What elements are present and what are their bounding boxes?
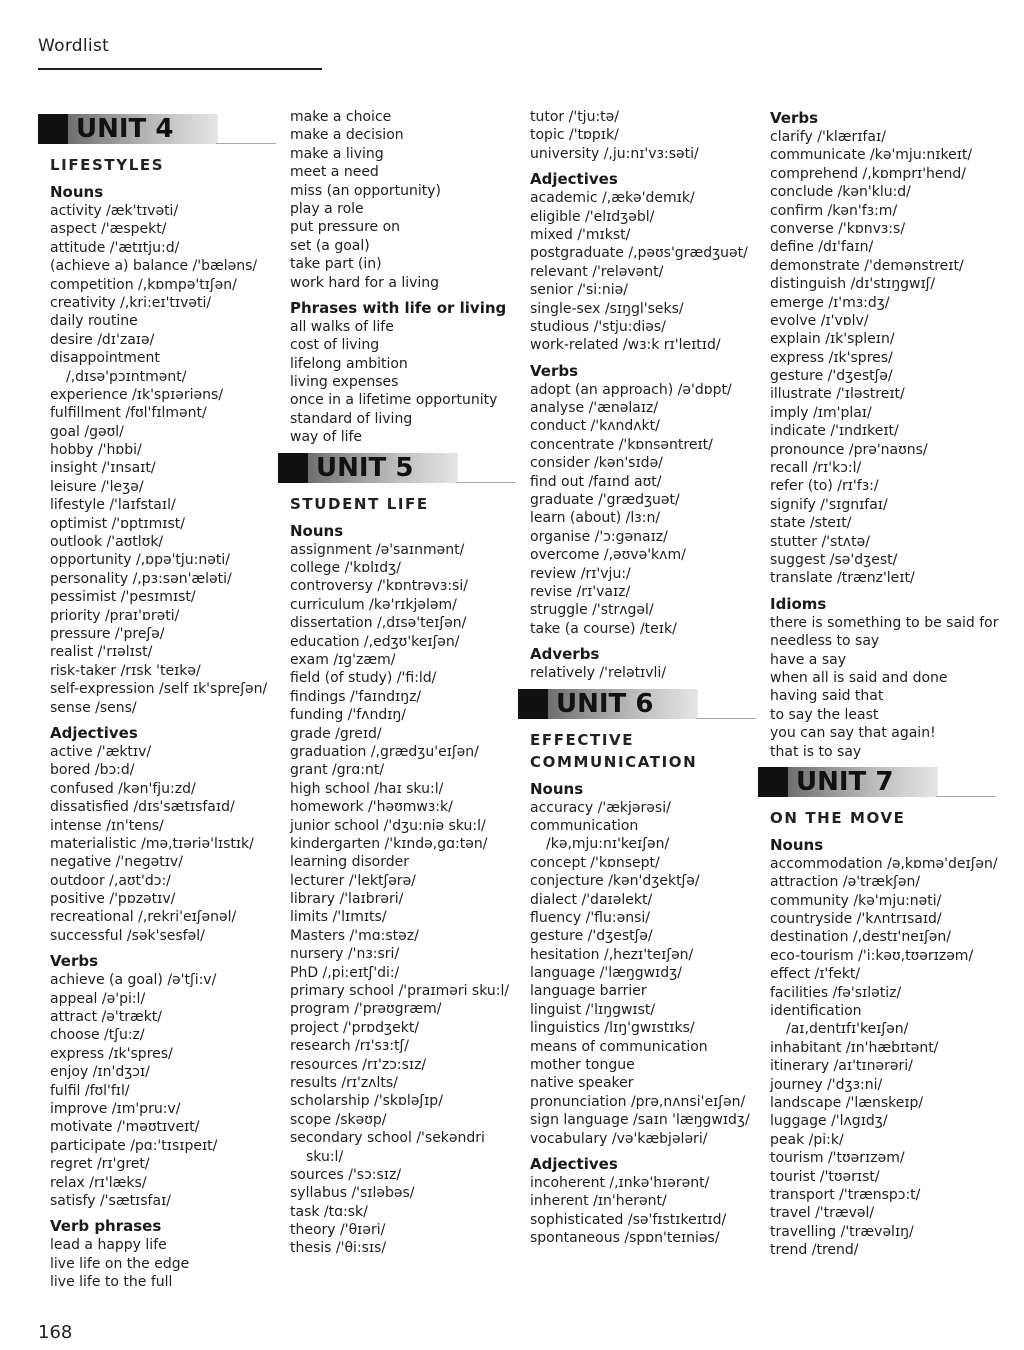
word-entry: relevant /'reləvənt/ <box>530 263 664 280</box>
word-entry: all walks of life <box>290 318 394 335</box>
word-entry: field (of study) /'fi:ld/ <box>290 670 437 687</box>
word-entry: itinerary /aɪ'tɪnərəri/ <box>770 1058 913 1075</box>
word-entry: struggle /'strʌgəl/ <box>530 602 654 619</box>
word-entry: kindergarten /'kɪndə,gɑ:tən/ <box>290 835 488 852</box>
word-entry: eligible /'elɪdʒəbl/ <box>530 208 655 225</box>
word-entry: countryside /'kʌntrɪsaɪd/ <box>770 911 942 928</box>
word-entry: daily routine <box>50 313 138 330</box>
section-heading: Adjectives <box>50 723 138 742</box>
word-entry: pronunciation /prə,nʌnsi'eɪʃən/ <box>530 1093 746 1110</box>
word-entry: tutor /'tju:tə/ <box>530 109 619 125</box>
word-entry: resources /rɪ'zɔ:sɪz/ <box>290 1056 427 1073</box>
word-entry: sign language /saɪn 'læŋgwɪdʒ/ <box>530 1112 750 1129</box>
word-entry: syllabus /'sɪləbəs/ <box>290 1185 415 1202</box>
unit-banner-rule <box>456 482 516 483</box>
column-2 <box>290 108 515 1258</box>
word-entry: make a decision <box>290 127 404 144</box>
word-entry: goal /gəʊl/ <box>50 423 124 440</box>
word-entry: inherent /ɪn'herənt/ <box>530 1193 667 1210</box>
word-entry: stutter /'stʌtə/ <box>770 533 870 550</box>
word-entry: fulfillment /fʊl'fɪlmənt/ <box>50 405 207 422</box>
word-entry: pessimist /'pesɪmɪst/ <box>50 589 196 606</box>
word-entry: topic /'tɒpɪk/ <box>530 127 619 144</box>
word-entry: native speaker <box>530 1075 634 1092</box>
unit-banner <box>758 765 1005 799</box>
word-entry: vocabulary /və'kæbjələri/ <box>530 1130 708 1147</box>
word-entry: outlook /'aʊtlʊk/ <box>50 534 164 551</box>
word-entry: primary school /'praɪməri sku:l/ <box>290 983 510 1000</box>
word-entry: meet a need <box>290 164 379 181</box>
word-entry: explain /ɪk'spleɪn/ <box>770 331 895 348</box>
word-entry: realist /'rɪəlɪst/ <box>50 644 153 661</box>
word-entry: optimist /'ɒptɪmɪst/ <box>50 515 185 532</box>
word-entry: comprehend /,kɒmprɪ'hend/ <box>770 165 966 182</box>
unit-banner-rule <box>696 718 756 719</box>
word-entry: there is something to be said for <box>770 614 999 631</box>
word-entry: have a say <box>770 651 846 668</box>
word-entry: journey /'dʒɜ:ni/ <box>770 1076 883 1093</box>
word-entry: scholarship /'skɒləʃɪp/ <box>290 1093 443 1110</box>
word-entry: outdoor /,aʊt'dɔ:/ <box>50 872 171 889</box>
word-entry: tourism /'tʊərɪzəm/ <box>770 1150 905 1167</box>
word-entry: find out /faɪnd aʊt/ <box>530 473 662 490</box>
unit-title: UNIT 4 <box>76 114 174 144</box>
word-entry: overcome /,əʊvə'kʌm/ <box>530 547 686 564</box>
word-entry: appeal /ə'pi:l/ <box>50 990 146 1007</box>
word-entry: live life to the full <box>50 1274 173 1291</box>
word-entry: sophisticated /sə'fɪstɪkeɪtɪd/ <box>530 1211 727 1228</box>
word-entry: imply /ɪm'plaɪ/ <box>770 404 872 421</box>
word-entry: leisure /'leʒə/ <box>50 478 144 495</box>
word-entry: hobby /'hɒbi/ <box>50 442 142 459</box>
word-entry: linguist /'lɪŋgwɪst/ <box>530 1001 656 1018</box>
word-entry: demonstrate /'demənstreɪt/ <box>770 257 964 274</box>
word-entry: take (a course) /teɪk/ <box>530 620 677 637</box>
word-entry: confirm /kən'fɜ:m/ <box>770 202 898 219</box>
word-entry: activity /æk'tɪvəti/ <box>50 203 179 219</box>
word-entry: active /'æktɪv/ <box>50 743 152 760</box>
word-entry: fluency /'flu:ənsi/ <box>530 909 650 926</box>
word-entry: negative /'negətɪv/ <box>50 854 183 871</box>
word-entry: work hard for a living <box>290 274 440 291</box>
word-entry: community /kə'mju:nəti/ <box>770 892 942 909</box>
word-entry: achieve (a goal) /ə'tʃi:v/ <box>50 972 217 989</box>
word-entry: findings /'faɪndɪŋz/ <box>290 688 422 705</box>
unit-theme-title: ON THE MOVE <box>770 808 906 827</box>
section-heading: Adverbs <box>530 645 600 664</box>
word-entry: academic /,ækə'demɪk/ <box>530 190 695 207</box>
word-entry: sense /sens/ <box>50 699 137 716</box>
word-entry: cost of living <box>290 337 380 354</box>
word-entry: means of communication <box>530 1038 708 1055</box>
word-entry: revise /rɪ'vaɪz/ <box>530 583 631 600</box>
word-entry: gesture /'dʒestʃə/ <box>530 928 653 945</box>
column-4 <box>770 108 1005 1259</box>
word-entry: lecturer /'lektʃərə/ <box>290 872 416 889</box>
word-entry: conclude /kən'klu:d/ <box>770 184 911 201</box>
word-entry: insight /'ɪnsaɪt/ <box>50 460 156 477</box>
word-entry: destination /,destɪ'neɪʃən/ <box>770 929 951 946</box>
word-entry: mother tongue <box>530 1057 635 1074</box>
word-entry: refer (to) /rɪ'fɜ:/ <box>770 478 879 495</box>
word-entry: opportunity /,ɒpə'tju:nəti/ <box>50 552 230 569</box>
word-entry: organise /'ɔ:gənaɪz/ <box>530 528 668 545</box>
word-entry: secondary school /'sekəndri <box>290 1130 485 1147</box>
word-entry: grade /greɪd/ <box>290 725 382 742</box>
word-entry: exam /ɪg'zæm/ <box>290 651 396 668</box>
word-entry: define /dɪ'faɪn/ <box>770 239 874 256</box>
word-entry: graduate /'grædʒuət/ <box>530 492 680 509</box>
word-entry: emerge /ɪ'mɜ:dʒ/ <box>770 294 890 311</box>
word-entry: linguistics /lɪŋ'gwɪstɪks/ <box>530 1020 695 1037</box>
word-entry: high school /haɪ sku:l/ <box>290 780 444 797</box>
word-entry: disappointment <box>50 350 160 367</box>
word-entry: accuracy /'ækjərəsi/ <box>530 799 671 816</box>
word-entry: accommodation /ə,kɒmə'deɪʃən/ <box>770 855 998 872</box>
word-entry: spontaneous /spɒn'teɪniəs/ <box>530 1230 720 1247</box>
word-entry: signify /'sɪgnɪfaɪ/ <box>770 496 888 513</box>
unit-theme-title: EFFECTIVE COMMUNICATION <box>530 730 698 771</box>
word-entry: language barrier <box>530 983 647 1000</box>
column-3 <box>530 108 755 1248</box>
word-entry: you can say that again! <box>770 725 936 742</box>
word-entry: senior /'si:niə/ <box>530 282 628 299</box>
word-entry: distinguish /dɪ'stɪŋgwɪʃ/ <box>770 276 936 293</box>
word-entry: attract /ə'trækt/ <box>50 1009 163 1026</box>
section-heading: Nouns <box>530 779 584 798</box>
word-entry-continuation: /aɪ,dentɪfɪ'keɪʃən/ <box>786 1021 909 1038</box>
unit-title: UNIT 7 <box>796 766 894 797</box>
word-entry: creativity /,kri:eɪ'tɪvəti/ <box>50 294 212 311</box>
word-entry: funding /'fʌndɪŋ/ <box>290 707 406 724</box>
word-entry: needless to say <box>770 633 880 650</box>
word-entry: self-expression /self ɪk'spreʃən/ <box>50 681 268 698</box>
word-entry: dissertation /,dɪsə'teɪʃən/ <box>290 615 467 632</box>
word-entry: university /,ju:nɪ'vɜ:səti/ <box>530 145 699 162</box>
unit-theme-title: STUDENT LIFE <box>290 494 429 513</box>
word-entry-continuation: /kə,mju:nɪ'keɪʃən/ <box>546 836 670 853</box>
word-entry: relatively /'relətɪvli/ <box>530 665 667 682</box>
word-entry: studious /'stju:diəs/ <box>530 318 666 335</box>
word-entry: materialistic /mə,tɪəriə'lɪstɪk/ <box>50 835 254 852</box>
unit-title: UNIT 5 <box>316 452 414 483</box>
page-title: Wordlist <box>38 36 110 56</box>
section-heading: Verbs <box>50 952 99 971</box>
unit-theme-title: LIFESTYLES <box>50 156 165 174</box>
word-entry: concept /'kɒnsept/ <box>530 854 660 871</box>
unit-marker-square <box>758 767 788 797</box>
word-entry: effect /ɪ'fekt/ <box>770 966 861 983</box>
unit-banner <box>278 451 515 485</box>
word-entry: college /'kɒlɪdʒ/ <box>290 560 401 577</box>
word-entry: that is to say <box>770 743 862 760</box>
section-heading: Nouns <box>290 521 344 540</box>
word-entry: PhD /,pi:eɪtʃ'di:/ <box>290 964 400 981</box>
word-entry: assignment /ə'saɪnmənt/ <box>290 541 465 558</box>
word-entry: review /rɪ'vju:/ <box>530 565 631 582</box>
word-entry: pronounce /prə'naʊns/ <box>770 441 928 458</box>
word-entry: live life on the edge <box>50 1255 190 1272</box>
word-entry: improve /ɪm'pru:v/ <box>50 1100 181 1117</box>
word-entry: satisfy /'sætɪsfaɪ/ <box>50 1192 171 1209</box>
word-entry: landscape /'lænskeɪp/ <box>770 1094 924 1111</box>
word-entry: successful /sək'sesfəl/ <box>50 927 205 944</box>
word-entry: tourist /'tʊərɪst/ <box>770 1168 880 1185</box>
word-entry: miss (an opportunity) <box>290 182 441 199</box>
word-entry: translate /trænz'leɪt/ <box>770 570 915 587</box>
word-entry: library /'laɪbrəri/ <box>290 891 404 908</box>
word-entry: conjecture /kən'dʒektʃə/ <box>530 873 700 890</box>
word-entry: trend /trend/ <box>770 1242 859 1259</box>
word-entry: to say the least <box>770 706 879 723</box>
word-entry: positive /'pɒzətɪv/ <box>50 891 176 908</box>
word-entry: limits /'lɪmɪts/ <box>290 909 387 926</box>
word-entry: relax /rɪ'læks/ <box>50 1174 147 1191</box>
word-entry: learning disorder <box>290 854 409 871</box>
word-entry: enjoy /ɪn'dʒɔɪ/ <box>50 1064 150 1081</box>
word-entry: competition /,kɒmpə'tɪʃən/ <box>50 276 237 293</box>
word-entry: state /steɪt/ <box>770 515 852 532</box>
word-entry: personality /,pɜ:sən'æləti/ <box>50 570 232 587</box>
word-entry-continuation: sku:l/ <box>306 1148 344 1165</box>
word-entry: sources /'sɔ:sɪz/ <box>290 1166 402 1183</box>
word-entry: facilities /fə'sɪlətiz/ <box>770 984 902 1001</box>
word-entry: intense /ɪn'tens/ <box>50 817 164 834</box>
word-entry: living expenses <box>290 374 399 391</box>
unit-marker-square <box>278 453 308 483</box>
word-entry: put pressure on <box>290 219 401 236</box>
word-entry: postgraduate /,pəʊs'grædʒuət/ <box>530 245 748 262</box>
word-entry: communicate /kə'mju:nɪkeɪt/ <box>770 147 973 164</box>
unit-banner-rule <box>936 796 996 797</box>
word-entry: inhabitant /ɪn'hæbɪtənt/ <box>770 1039 939 1056</box>
word-entry: evolve /ɪ'vɒlv/ <box>770 312 869 329</box>
word-entry: theory /'θɪəri/ <box>290 1222 386 1239</box>
word-entry: priority /praɪ'ɒrəti/ <box>50 607 180 624</box>
section-heading: Verbs <box>530 361 579 380</box>
unit-marker-square <box>518 689 548 719</box>
word-entry: task /tɑ:sk/ <box>290 1203 368 1220</box>
word-entry: risk-taker /rɪsk 'teɪkə/ <box>50 662 201 679</box>
word-entry: having said that <box>770 688 884 705</box>
unit-banner <box>518 687 755 721</box>
word-entry: make a living <box>290 145 384 162</box>
word-entry: standard of living <box>290 410 413 427</box>
word-entry: recall /rɪ'kɔ:l/ <box>770 460 862 477</box>
word-entry: aspect /'æspekt/ <box>50 221 167 238</box>
word-entry: travelling /'trævəlɪŋ/ <box>770 1223 914 1240</box>
word-entry: motivate /'məʊtɪveɪt/ <box>50 1119 200 1136</box>
unit-title: UNIT 6 <box>556 688 654 719</box>
word-entry: language /'læŋgwɪdʒ/ <box>530 965 682 982</box>
word-entry: communication <box>530 817 639 834</box>
word-entry: junior school /'dʒu:niə sku:l/ <box>290 817 486 834</box>
word-entry: attraction /ə'trækʃən/ <box>770 874 921 891</box>
word-entry: make a choice <box>290 109 392 125</box>
word-entry: adopt (an approach) /ə'dɒpt/ <box>530 381 732 398</box>
section-heading: Adjectives <box>530 1154 618 1173</box>
word-entry: recreational /,rekri'eɪʃənəl/ <box>50 909 237 926</box>
word-entry: take part (in) <box>290 256 382 273</box>
word-entry: (achieve a) balance /'bæləns/ <box>50 258 258 275</box>
word-entry: education /,edʒʊ'keɪʃən/ <box>290 633 460 650</box>
word-entry: dissatisfied /dɪs'sætɪsfaɪd/ <box>50 799 235 816</box>
word-entry: gesture /'dʒestʃə/ <box>770 368 893 385</box>
word-entry: confused /kən'fju:zd/ <box>50 780 196 797</box>
word-entry: eco-tourism /'i:kəʊ,tʊərɪzəm/ <box>770 947 974 964</box>
word-entry: project /'prɒdʒekt/ <box>290 1019 420 1036</box>
word-entry: converse /'kɒnvɜ:s/ <box>770 220 906 237</box>
section-heading: Adjectives <box>530 170 618 189</box>
section-heading: Idioms <box>770 594 827 613</box>
word-entry: play a role <box>290 200 364 217</box>
word-entry: fulfil /fʊl'fɪl/ <box>50 1082 130 1099</box>
word-entry: indicate /'ɪndɪkeɪt/ <box>770 423 899 440</box>
word-entry: pressure /'preʃə/ <box>50 625 165 642</box>
word-entry: controversy /'kɒntrəvɜ:si/ <box>290 578 468 595</box>
word-entry: experience /ɪk'spɪəriəns/ <box>50 386 224 403</box>
word-entry: desire /dɪ'zaɪə/ <box>50 331 155 348</box>
word-entry: dialect /'daɪəlekt/ <box>530 891 653 908</box>
word-entry: scope /skəʊp/ <box>290 1111 387 1128</box>
word-entry: identification <box>770 1003 862 1020</box>
word-entry: incoherent /,ɪnkə'hɪərənt/ <box>530 1174 710 1191</box>
section-heading: Nouns <box>50 183 104 201</box>
unit-banner-rule <box>216 143 276 144</box>
word-entry: program /'prəʊgræm/ <box>290 1001 442 1018</box>
word-entry: concentrate /'kɒnsəntreɪt/ <box>530 436 713 453</box>
word-entry: lifestyle /'laɪfstaɪl/ <box>50 497 176 514</box>
word-entry: regret /rɪ'gret/ <box>50 1156 150 1173</box>
word-entry: mixed /'mɪkst/ <box>530 226 631 243</box>
section-heading: Nouns <box>770 835 824 854</box>
word-entry: results /rɪ'zʌlts/ <box>290 1074 398 1091</box>
unit-marker-square <box>38 114 68 144</box>
word-entry: once in a lifetime opportunity <box>290 392 498 409</box>
word-entry: grant /grɑ:nt/ <box>290 762 385 779</box>
word-entry: express /ɪk'spres/ <box>50 1045 173 1062</box>
word-entry: transport /'trænspɔ:t/ <box>770 1186 921 1203</box>
word-entry: way of life <box>290 429 363 446</box>
word-entry: hesitation /,hezɪ'teɪʃən/ <box>530 946 694 963</box>
word-entry: graduation /,grædʒu'eɪʃən/ <box>290 743 479 760</box>
word-entry: suggest /sə'dʒest/ <box>770 551 898 568</box>
word-entry: illustrate /'ɪləstreɪt/ <box>770 386 905 403</box>
word-entry: lead a happy life <box>50 1237 167 1254</box>
word-entry: attitude /'ætɪtju:d/ <box>50 239 180 256</box>
word-entry: bored /bɔ:d/ <box>50 762 135 779</box>
word-entry: learn (about) /lɜ:n/ <box>530 510 661 527</box>
word-entry: Masters /'mɑ:stəz/ <box>290 927 419 944</box>
word-entry: set (a goal) <box>290 237 370 254</box>
word-entry: curriculum /kə'rɪkjələm/ <box>290 596 457 613</box>
word-entry: consider /kən'sɪdə/ <box>530 455 663 472</box>
word-entry: clarify /'klærɪfaɪ/ <box>770 129 886 145</box>
section-heading: Phrases with life or living <box>290 298 507 317</box>
word-entry: lifelong ambition <box>290 355 408 372</box>
page-number: 168 <box>38 1322 73 1343</box>
word-entry: work-related /wɜ:k rɪ'leɪtɪd/ <box>530 337 721 354</box>
word-entry: analyse /'ænəlaɪz/ <box>530 400 659 417</box>
word-entry: thesis /'θi:sɪs/ <box>290 1240 387 1257</box>
word-entry: single-sex /sɪŋgl'seks/ <box>530 300 684 317</box>
word-entry: choose /tʃu:z/ <box>50 1027 145 1044</box>
word-entry: luggage /'lʌgɪdʒ/ <box>770 1113 888 1130</box>
section-heading: Verbs <box>770 109 819 127</box>
page-header <box>38 36 322 70</box>
word-entry: research /rɪ'sɜ:tʃ/ <box>290 1038 409 1055</box>
word-entry: conduct /'kʌndʌkt/ <box>530 418 660 435</box>
word-entry: homework /'həʊmwɜ:k/ <box>290 799 453 816</box>
word-entry: when all is said and done <box>770 669 948 686</box>
word-entry: participate /pɑ:'tɪsɪpeɪt/ <box>50 1137 218 1154</box>
word-entry: travel /'trævəl/ <box>770 1205 875 1222</box>
section-heading: Verb phrases <box>50 1217 162 1236</box>
word-entry: peak /pi:k/ <box>770 1131 844 1148</box>
column-1 <box>50 108 270 1291</box>
unit-banner <box>38 112 270 146</box>
word-entry: nursery /'nɜ:sri/ <box>290 946 400 963</box>
word-entry-continuation: /,dɪsə'pɔɪntmənt/ <box>66 368 187 385</box>
word-entry: express /ɪk'spres/ <box>770 349 893 366</box>
